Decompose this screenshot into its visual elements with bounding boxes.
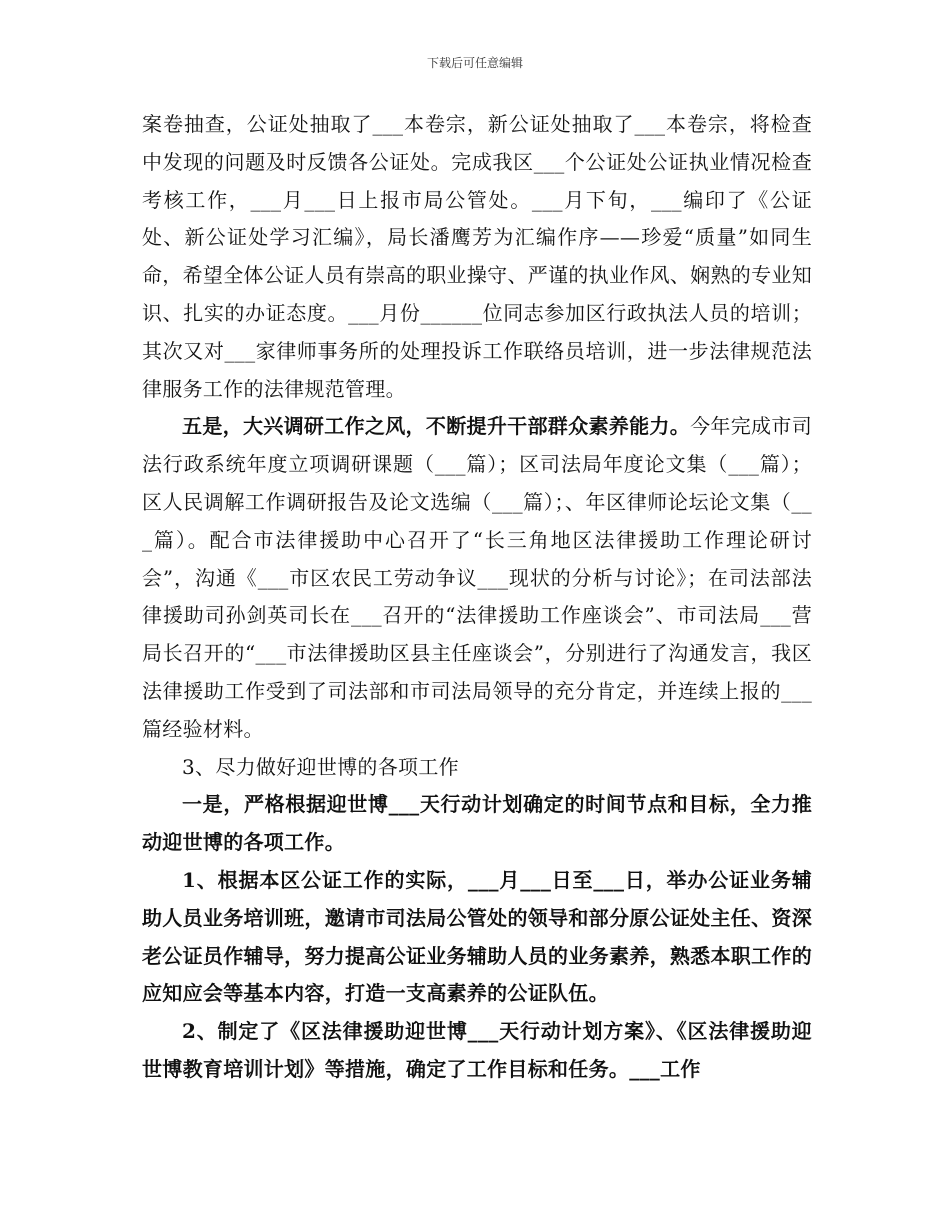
paragraph-text: 2、制定了《区法律援助迎世博___天行动计划方案》、《区法律援助迎世博教育培训计划》等措施，确定了工作目标和任务。___工作 [142, 1019, 812, 1081]
paragraph-text: 一是，严格根据迎世博___天行动计划确定的时间节点和目标，全力推动迎世博的各项工作。 [142, 792, 812, 855]
section-heading-expo [142, 749, 812, 787]
paragraph-lead: 五是，大兴调研工作之风，不断提升干部群众素养能力。 [182, 414, 691, 439]
paragraph-notary-inspection [142, 106, 812, 408]
paragraph-legal-aid-plan [142, 1013, 812, 1089]
paragraph-text: 1、根据本区公证工作的实际，___月___日至___日，举办公证业务辅助人员业务培训班，邀请市司法局公管处的领导和部分原公证处主任、资深老公证员作辅导，努力提高公证业务辅助人员的业务素养，熟悉本职工作的应知应会等基本内容，打造一支高素养的公证队伍。 [142, 867, 812, 1006]
paragraph-training-class [142, 862, 812, 1013]
paragraph-text: 今年完成市司法行政系统年度立项调研课题（___篇）；区司法局年度论文集（___篇）；区人民调解工作调研报告及论文选编（___篇）；、年区律师论坛论文集（___篇）。配合市法律援助中心召开了“长三角地区法律援助工作理论研讨会”，沟通《___市区农民工劳动争议___现状的分析与讨论》；在司法部法律援助司孙剑英司长在___召开的“法律援助工作座谈会”、市司法局___营局长召开的“___市法律援助区县主任座谈会”，分别进行了沟通发言，我区法律援助工作受到了司法部和市司法局领导的充分肯定，并连续上报的___篇经验材料。 [142, 414, 812, 741]
paragraph-text: 案卷抽查，公证处抽取了___本卷宗，新公证处抽取了___本卷宗，将检查中发现的问题及时反馈各公证处。完成我区___个公证处公证执业情况检查考核工作，___月___日上报市局公管处。___月下旬，___编印了《公证处、新公证处学习汇编》，局长潘鹰芳为汇编作序——珍爱“质量”如同生命，希望全体公证人员有崇高的职业操守、严谨的执业作风、娴熟的专业知识、扎实的办证态度。___月份______位同志参加区行政执法人员的培训；其次又对___家律师事务所的处理投诉工作联络员培训，进一步法律规范法律服务工作的法律规范管理。 [142, 112, 812, 401]
document-body [142, 106, 812, 1089]
paragraph-expo-plan [142, 786, 812, 862]
paragraph-research-work [142, 408, 812, 748]
page-header: 下载后可任意编辑 [426, 56, 523, 70]
section-heading-text: 3、尽力做好迎世博的各项工作 [182, 754, 459, 779]
